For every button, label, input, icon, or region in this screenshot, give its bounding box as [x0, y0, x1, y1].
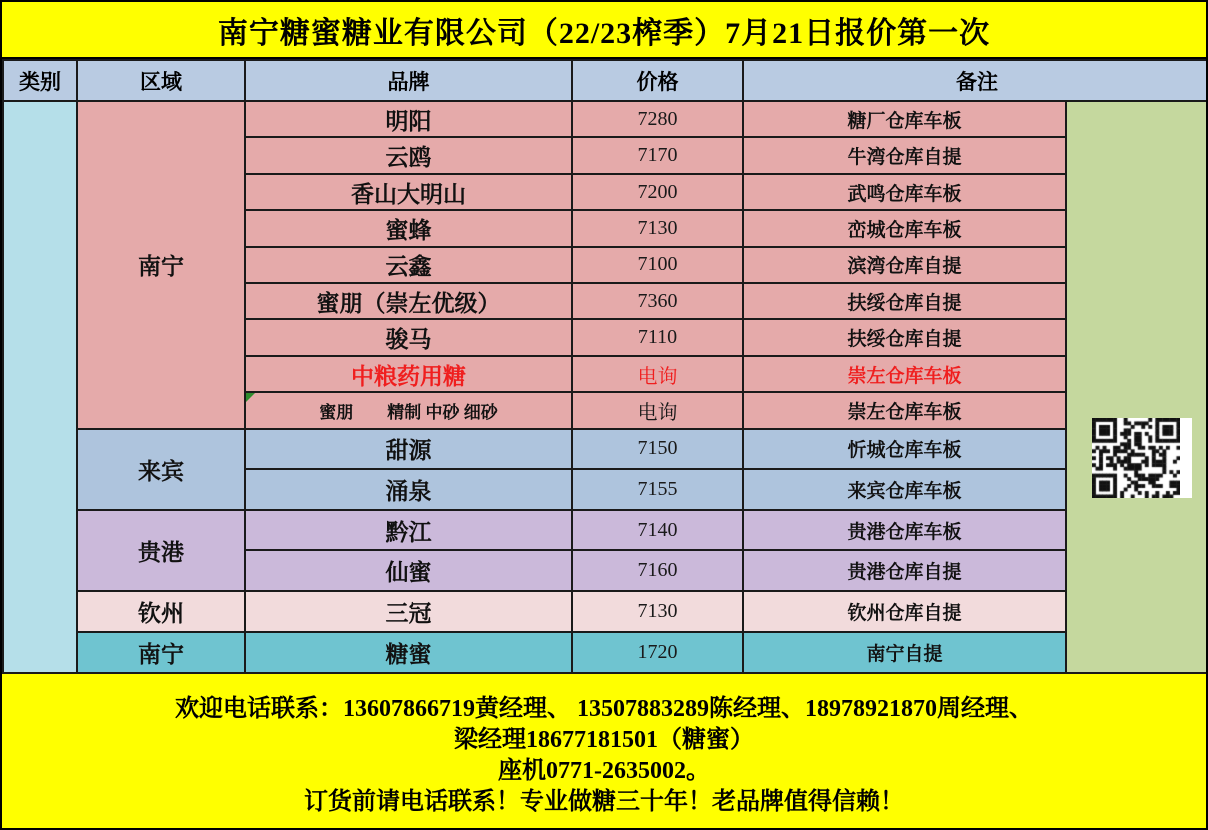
column-header-note: 备注 [743, 60, 1208, 101]
price-cell: 7160 [572, 550, 743, 591]
note-cell: 糖厂仓库车板 [743, 101, 1066, 137]
price-cell: 电询 [572, 356, 743, 392]
note-cell: 扶绥仓库自提 [743, 319, 1066, 355]
region-cell-nanning-molasses: 南宁 [77, 632, 245, 673]
table-row [3, 429, 1208, 470]
table-header-row [3, 60, 1208, 101]
table-row [3, 510, 1208, 551]
brand-cell: 蜜朋（崇左优级） [245, 283, 572, 319]
qr-code [1092, 418, 1180, 498]
brand-cell: 香山大明山 [245, 174, 572, 210]
brand-cell: 蜜蜂 [245, 210, 572, 246]
price-cell: 7200 [572, 174, 743, 210]
page-title: 南宁糖蜜糖业有限公司（22/23榨季）7月21日报价第一次 [2, 2, 1206, 59]
table-row [3, 591, 1208, 632]
column-header-category: 类别 [3, 60, 77, 101]
qr-code-container [1092, 418, 1192, 498]
price-cell: 7100 [572, 247, 743, 283]
note-cell: 忻城仓库车板 [743, 429, 1066, 470]
table-row [3, 632, 1208, 673]
brand-cell: 明阳 [245, 101, 572, 137]
price-cell: 电询 [572, 392, 743, 428]
price-cell: 1720 [572, 632, 743, 673]
price-cell: 7110 [572, 319, 743, 355]
note-cell: 贵港仓库车板 [743, 510, 1066, 551]
note-cell: 牛湾仓库自提 [743, 137, 1066, 173]
price-cell: 7360 [572, 283, 743, 319]
footer-line-slogan: 订货前请电话联系！专业做糖三十年！老品牌值得信赖！ [304, 789, 904, 815]
footer-line-contacts: 欢迎电话联系：13607866719黄经理、 13507883289陈经理、18978921870周经理、 [175, 696, 1033, 722]
brand-cell: 云鑫 [245, 247, 572, 283]
footer-line-landline: 座机0771-2635002。 [498, 758, 710, 784]
brand-cell: 骏马 [245, 319, 572, 355]
brand-cell [245, 392, 572, 428]
note-cell: 钦州仓库自提 [743, 591, 1066, 632]
brand-cell: 三冠 [245, 591, 572, 632]
price-cell: 7280 [572, 101, 743, 137]
brand-cell: 涌泉 [245, 469, 572, 510]
note-cell: 南宁自提 [743, 632, 1066, 673]
note-cell: 扶绥仓库自提 [743, 283, 1066, 319]
note-cell: 峦城仓库车板 [743, 210, 1066, 246]
note-cell: 武鸣仓库车板 [743, 174, 1066, 210]
price-table [2, 59, 1208, 674]
table-row [3, 101, 1208, 137]
price-cell: 7155 [572, 469, 743, 510]
category-column-cell [3, 101, 77, 673]
note-cell: 来宾仓库车板 [743, 469, 1066, 510]
brand-cell: 甜源 [245, 429, 572, 470]
column-header-price: 价格 [572, 60, 743, 101]
note-cell: 崇左仓库车板 [743, 392, 1066, 428]
brand-cell: 仙蜜 [245, 550, 572, 591]
price-cell: 7130 [572, 591, 743, 632]
brand-cell: 糖蜜 [245, 632, 572, 673]
comment-triangle-icon [246, 393, 255, 402]
column-header-brand: 品牌 [245, 60, 572, 101]
brand-cell: 黔江 [245, 510, 572, 551]
note-cell: 贵港仓库自提 [743, 550, 1066, 591]
footer [2, 674, 1206, 830]
price-cell: 7150 [572, 429, 743, 470]
note-cell: 崇左仓库车板 [743, 356, 1066, 392]
region-cell-nanning: 南宁 [77, 101, 245, 429]
price-cell: 7130 [572, 210, 743, 246]
footer-line-manager: 梁经理18677181501（糖蜜） [454, 727, 754, 753]
region-cell-laibin: 来宾 [77, 429, 245, 510]
price-cell: 7140 [572, 510, 743, 551]
price-cell: 7170 [572, 137, 743, 173]
brand-label: 蜜朋 精制 中砂 细砂 [319, 402, 498, 422]
region-cell-qinzhou: 钦州 [77, 591, 245, 632]
note-cell: 滨湾仓库自提 [743, 247, 1066, 283]
brand-cell: 云鸥 [245, 137, 572, 173]
region-cell-guigang: 贵港 [77, 510, 245, 591]
side-column [1066, 101, 1208, 673]
brand-cell: 中粮药用糖 [245, 356, 572, 392]
column-header-region: 区域 [77, 60, 245, 101]
